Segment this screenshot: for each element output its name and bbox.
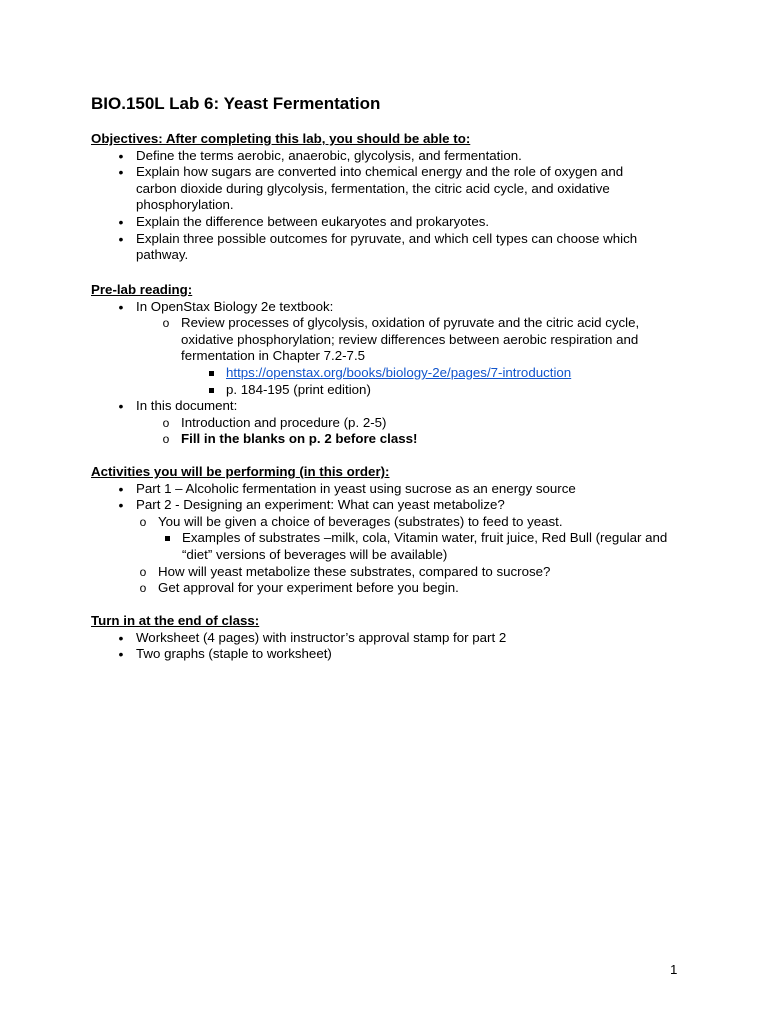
objective-text: Explain how sugars are converted into chemical energy and the role of oxygen and carbon dioxide during glycolysis, fermentation, the citric acid cycle, and oxidative phosphorylation.: [136, 164, 624, 213]
circle-bullet-icon: [159, 431, 173, 448]
activity-subitem-text: How will yeast metabolize these substrates, compared to sucrose?: [158, 563, 551, 579]
activity-detail-item: [182, 530, 682, 563]
prelab-section: [91, 282, 691, 448]
square-bullet-icon: [204, 382, 218, 399]
circle-bullet-icon: [159, 315, 173, 332]
circle-bullet-icon: [136, 580, 150, 597]
document-title: BIO.150L Lab 6: Yeast Fermentation: [91, 94, 381, 113]
prelab-item-text: In OpenStax Biology 2e textbook:: [136, 298, 334, 314]
bullet-icon: [114, 214, 128, 232]
activity-subitem-text: Get approval for your experiment before you begin.: [158, 580, 459, 596]
activity-subitem: [158, 514, 691, 531]
activity-text: Part 1 – Alcoholic fermentation in yeast using sucrose as an energy source: [136, 480, 576, 496]
prelab-item: [136, 299, 691, 316]
prelab-link-item: [226, 365, 691, 382]
bullet-icon: [114, 481, 128, 499]
prelab-item: [136, 398, 691, 415]
activities-heading: Activities you will be performing (in this order):: [91, 464, 390, 479]
objective-item: [136, 214, 691, 231]
openstax-link[interactable]: https://openstax.org/books/biology-2e/pages/7-introduction: [226, 364, 572, 380]
activity-subitem: [158, 564, 691, 581]
activity-item: [136, 481, 691, 498]
circle-bullet-icon: [159, 415, 173, 432]
activity-subitem: [158, 580, 691, 597]
prelab-heading: Pre-lab reading:: [91, 282, 193, 297]
objective-item: [136, 231, 666, 264]
prelab-subitem: [181, 315, 671, 365]
square-bullet-icon: [160, 530, 174, 547]
activity-subitem-text: You will be given a choice of beverages (substrates) to feed to yeast.: [158, 513, 563, 529]
prelab-subitem-text: Introduction and procedure (p. 2-5): [181, 414, 387, 430]
turnin-heading: Turn in at the end of class:: [91, 613, 260, 628]
bullet-icon: [114, 497, 128, 515]
circle-bullet-icon: [136, 514, 150, 531]
bullet-icon: [114, 299, 128, 317]
prelab-subitem: [181, 415, 691, 432]
activity-text: Part 2 - Designing an experiment: What can yeast metabolize?: [136, 497, 505, 513]
circle-bullet-icon: [136, 564, 150, 581]
prelab-print-text: p. 184-195 (print edition): [226, 381, 371, 397]
turnin-item: [136, 646, 691, 663]
prelab-subitem: [181, 431, 691, 448]
bullet-icon: [114, 231, 128, 249]
objective-text: Define the terms aerobic, anaerobic, glycolysis, and fermentation.: [136, 147, 522, 163]
turnin-section: [91, 613, 691, 663]
objectives-section: [91, 131, 691, 264]
bullet-icon: [114, 164, 128, 182]
activity-detail-text: Examples of substrates –milk, cola, Vitamin water, fruit juice, Red Bull (regular and “diet” versions of beverages will be available): [182, 530, 668, 562]
objectives-heading: Objectives: After completing this lab, you should be able to:: [91, 131, 471, 146]
activities-section: [91, 464, 691, 597]
bullet-icon: [114, 646, 128, 664]
bullet-icon: [114, 148, 128, 166]
turnin-item: [136, 630, 691, 647]
prelab-print-item: [226, 382, 691, 399]
prelab-item-text: In this document:: [136, 398, 238, 414]
page-number: 1: [670, 962, 678, 977]
square-bullet-icon: [204, 365, 218, 382]
turnin-text: Two graphs (staple to worksheet): [136, 646, 332, 662]
bullet-icon: [114, 630, 128, 648]
objective-text: Explain the difference between eukaryotes and prokaryotes.: [136, 213, 490, 229]
objective-text: Explain three possible outcomes for pyruvate, and which cell types can choose which pathway.: [136, 230, 638, 263]
activity-item: [136, 497, 691, 514]
objective-item: [136, 148, 691, 165]
prelab-subitem-text: Review processes of glycolysis, oxidation of pyruvate and the citric acid cycle, oxidative phosphorylation; review differences between aerobic respiration and fermentation in Chapter 7.2-7.5: [181, 315, 640, 364]
prelab-subitem-text-bold: Fill in the blanks on p. 2 before class!: [181, 431, 418, 447]
objective-item: [136, 164, 666, 214]
bullet-icon: [114, 398, 128, 416]
turnin-text: Worksheet (4 pages) with instructor’s approval stamp for part 2: [136, 629, 507, 645]
